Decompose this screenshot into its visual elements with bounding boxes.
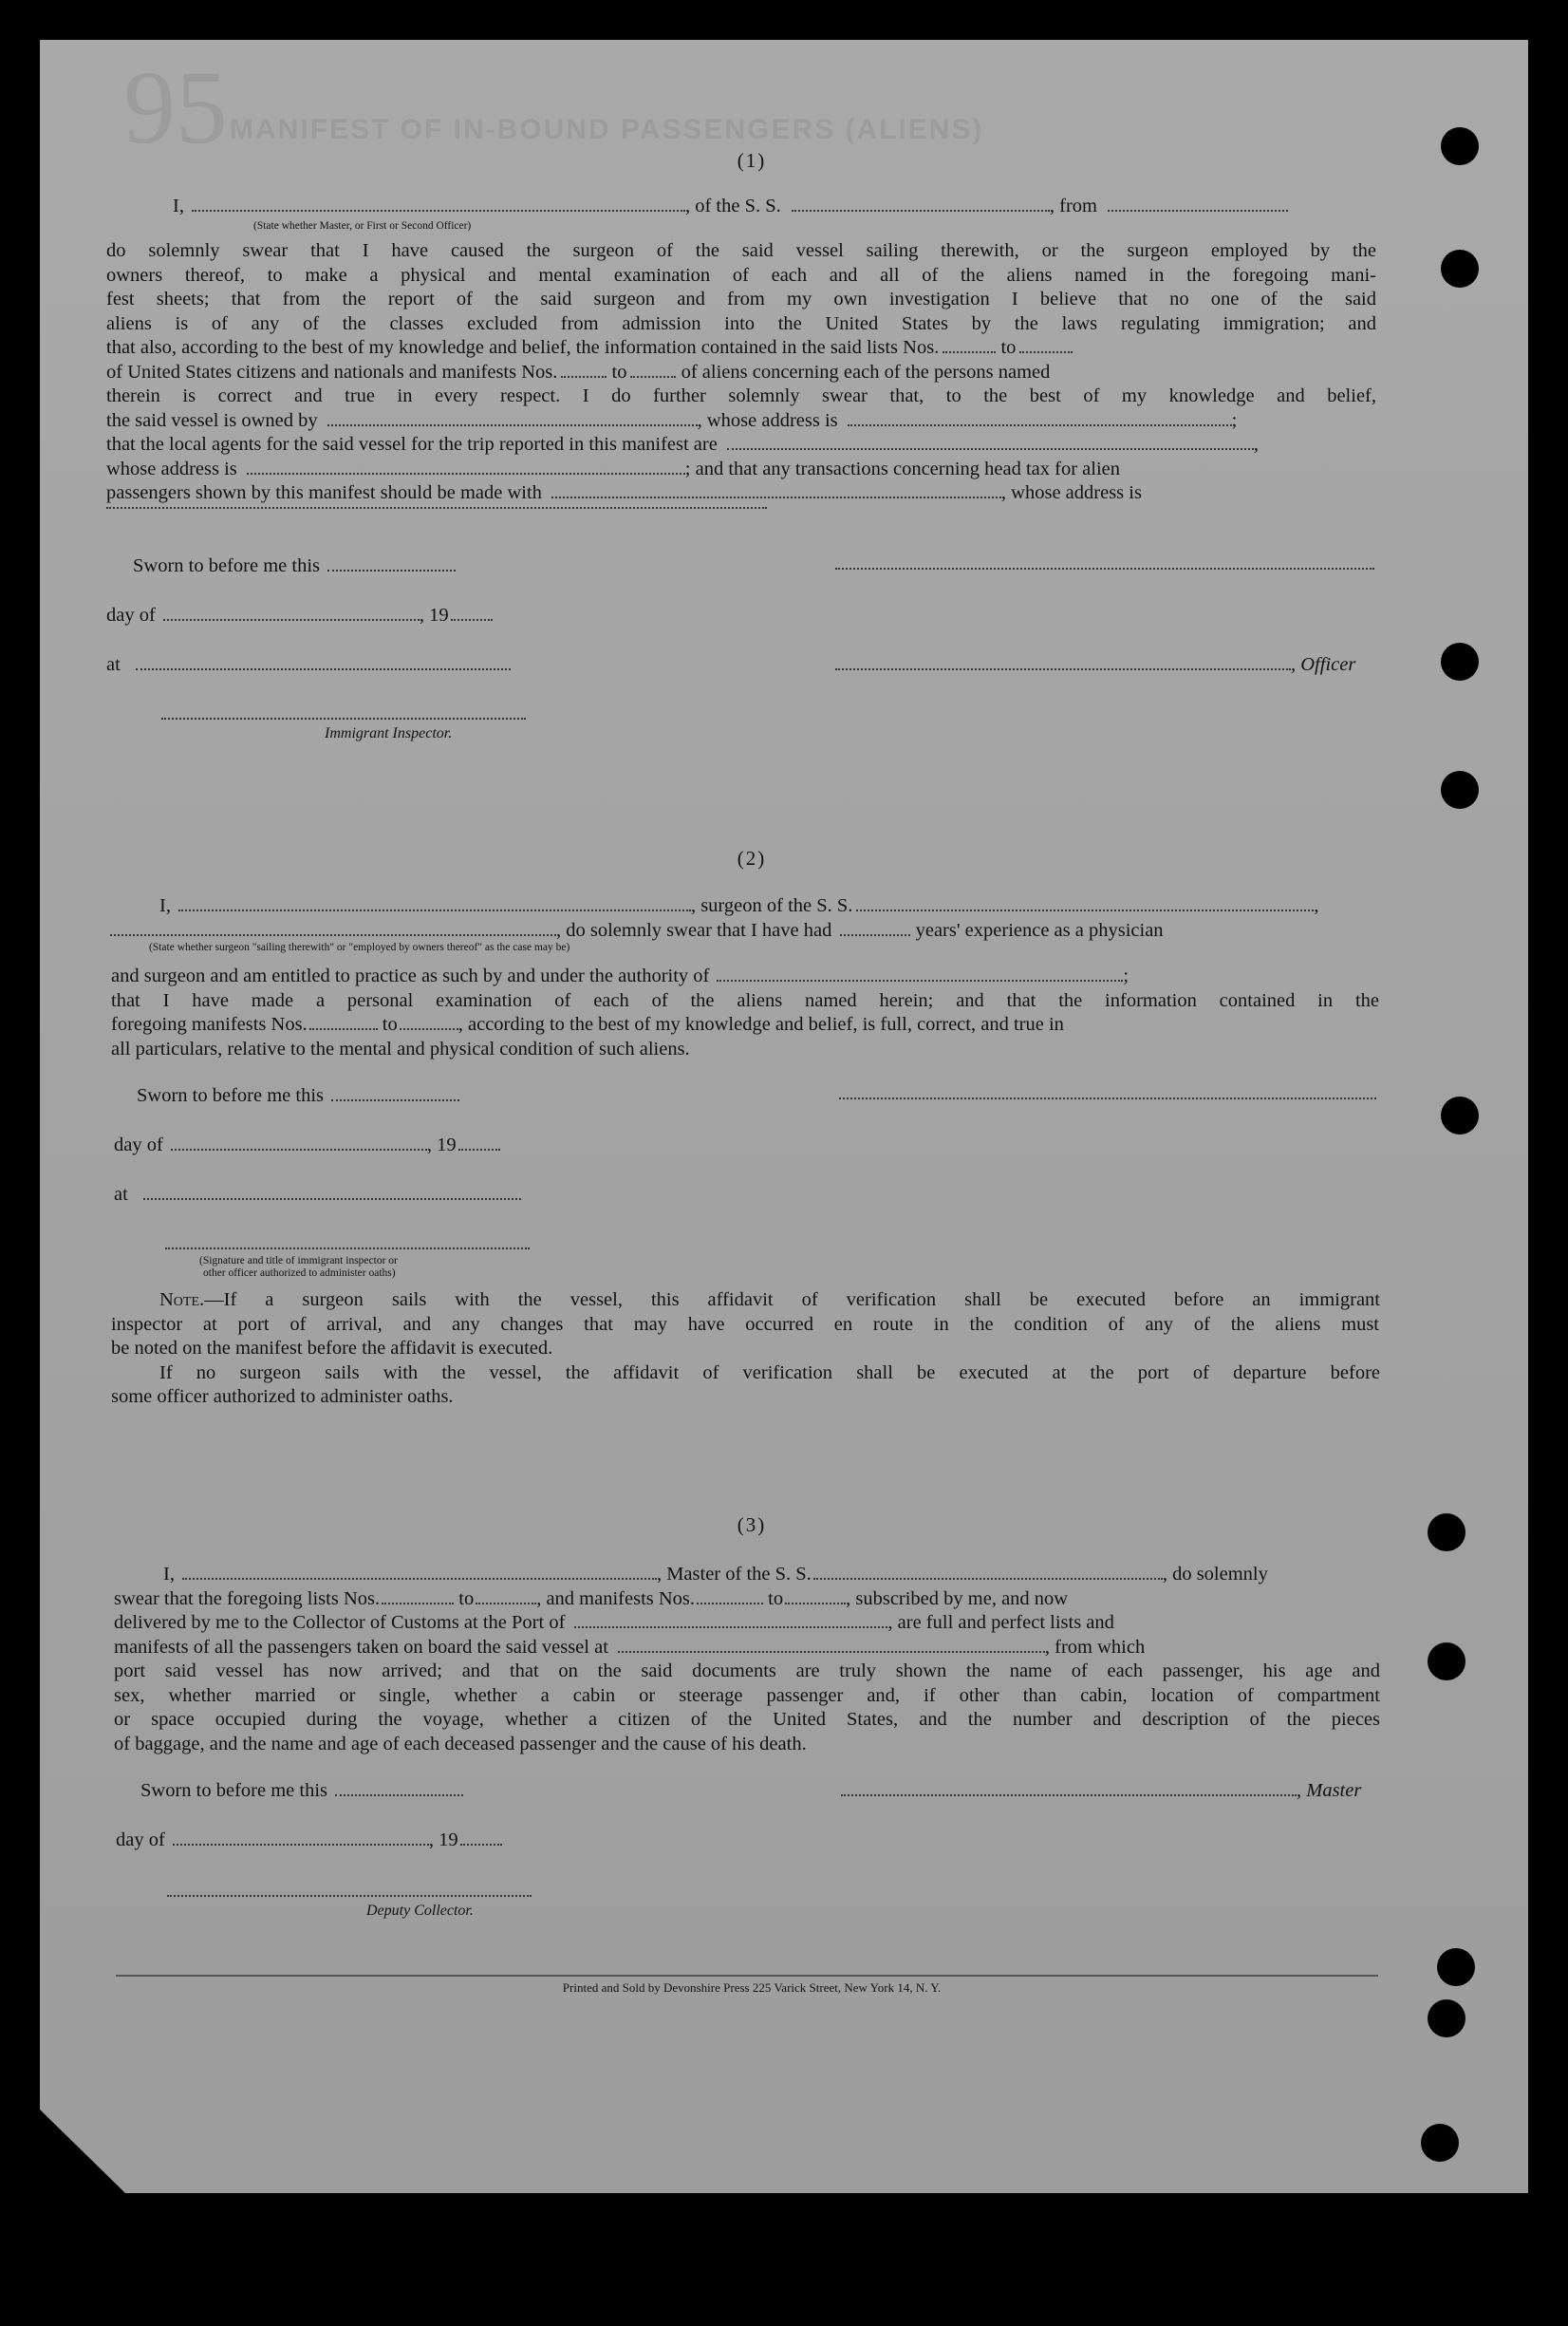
punch-hole xyxy=(1421,2124,1459,2162)
document-page xyxy=(40,40,1528,2193)
section-2-note-line: inspector at port of arrival, and any changes that may have occurred en route in the condition of any of the aliens must xyxy=(111,1313,1379,1335)
section-2-manifests-line: foregoing manifests Nos. to , according to the best of my knowledge and belief, is full, correct, and true in xyxy=(111,1014,1064,1035)
section-2-note-line: be noted on the manifest before the affidavit is executed. xyxy=(111,1338,553,1359)
section-1-officer: , Officer xyxy=(1291,654,1356,675)
section-1-address-blank xyxy=(106,507,767,509)
section-2-note-line: some officer authorized to administer oaths. xyxy=(111,1386,454,1407)
punch-hole xyxy=(1428,1642,1465,1680)
section-2-note-line: Note.—If a surgeon sails with the vessel, this affidavit of verification shall be executed before an immigrant xyxy=(159,1289,1380,1310)
torn-corner xyxy=(40,2110,125,2193)
section-3-body-line: port said vessel has now arrived; and that on the said documents are truly shown the name of each passenger, his age and xyxy=(114,1660,1380,1681)
section-3-body-line: of baggage, and the name and age of each deceased passenger and the cause of his death. xyxy=(114,1733,807,1754)
section-1-inspector-line xyxy=(161,718,526,720)
section-3-sworn: Sworn to before me this xyxy=(140,1779,463,1803)
section-2-at: at xyxy=(114,1183,521,1207)
section-1-officer-line xyxy=(835,668,1291,670)
section-2-line-2: , do solemnly swear that I have had years' experience as a physician xyxy=(110,919,1164,943)
section-3-collector-line xyxy=(167,1895,532,1897)
section-2-sig-caption-2: other officer authorized to administer oaths) xyxy=(203,1267,396,1279)
note-label: Note. xyxy=(159,1289,205,1310)
section-1-sworn: Sworn to before me this xyxy=(133,554,456,578)
section-3-lists-line: swear that the foregoing lists Nos. to , and manifests Nos. to , subscribed by me, and now xyxy=(114,1587,1069,1609)
section-3-line-1: I, , Master of the S. S. , do solemnly xyxy=(163,1564,1268,1585)
section-2-body-line: all particulars, relative to the mental and physical condition of such aliens. xyxy=(111,1038,690,1060)
section-3-body-line: or space occupied during the voyage, whether a citizen of the United States, and the number and description of the pieces xyxy=(114,1709,1380,1730)
section-2-inspector-line xyxy=(165,1247,530,1249)
section-1-caption: (State whether Master, or First or Second Officer) xyxy=(253,220,472,232)
section-2-line-1: I, , surgeon of the S. S. , xyxy=(159,895,1319,916)
section-1-signature-line xyxy=(835,568,1374,570)
section-1-at: at xyxy=(106,653,511,677)
section-1-lists-line: that also, according to the best of my knowledge and belief, the information contained in the said lists Nos. to xyxy=(106,336,1073,360)
section-3-master: , Master xyxy=(1297,1780,1362,1801)
section-3-number: (3) xyxy=(737,1513,767,1536)
punch-hole xyxy=(1428,1999,1465,2037)
footer-rule xyxy=(116,1975,1378,1977)
section-2-signature-line xyxy=(839,1097,1376,1099)
section-2-day: day of , 19 xyxy=(114,1134,500,1157)
ghost-title: MANIFEST OF IN-BOUND PASSENGERS (ALIENS) xyxy=(230,114,984,145)
section-1-owner-line: the said vessel is owned by , whose address is ; xyxy=(106,409,1238,431)
section-1-address-line: whose address is ; and that any transactions concerning head tax for alien xyxy=(106,458,1121,479)
section-2-body-line: that I have made a personal examination of each of the aliens named herein; and that the information contained in the xyxy=(111,989,1379,1011)
section-1-agents-line: that the local agents for the said vessel for the trip reported in this manifest are , xyxy=(106,434,1259,455)
section-2-authority-line: and surgeon and am entitled to practice as such by and under the authority of ; xyxy=(111,966,1129,986)
punch-hole xyxy=(1441,643,1479,681)
section-3-body-line: sex, whether married or single, whether a cabin or steerage passenger and, if other than cabin, location of compartment xyxy=(114,1684,1380,1706)
section-3-deputy: Deputy Collector. xyxy=(366,1903,474,1919)
section-2-sig-caption-1: (Signature and title of immigrant inspector or xyxy=(199,1255,398,1266)
section-1-number: (1) xyxy=(737,149,767,172)
section-1-inspector: Immigrant Inspector. xyxy=(325,725,453,741)
section-1-manifests-line: of United States citizens and nationals and manifests Nos. to of aliens concerning each of the persons named xyxy=(106,361,1051,383)
section-1-body-line: fest sheets; that from the report of the said surgeon and from my own investigation I believe that no one of the said xyxy=(106,289,1376,310)
section-2-sworn: Sworn to before me this xyxy=(137,1084,459,1108)
section-3-day: day of , 19 xyxy=(116,1829,502,1852)
punch-hole xyxy=(1441,250,1479,288)
punch-hole xyxy=(1441,771,1479,809)
section-2-caption: (State whether surgeon "sailing therewith" or "employed by owners thereof" as the case may be) xyxy=(149,942,570,953)
section-1-body-line: therein is correct and true in every respect. I do further solemnly swear that, to the best of my knowledge and belief, xyxy=(106,385,1376,406)
section-1-body-line: do solemnly swear that I have caused the surgeon of the said vessel sailing therewith, or the surgeon employed by the xyxy=(106,240,1376,261)
section-1-day: day of , 19 xyxy=(106,604,493,628)
section-1-body-line: owners thereof, to make a physical and mental examination of each and all of the aliens named in the foregoing mani- xyxy=(106,264,1376,286)
section-1-body-line: aliens is of any of the classes excluded from admission into the United States by the laws regulating immigration; and xyxy=(106,312,1376,334)
ghost-number: 95 xyxy=(123,49,228,165)
section-3-port-line: delivered by me to the Collector of Customs at the Port of , are full and perfect lists and xyxy=(114,1612,1114,1633)
section-3-vessel-at-line: manifests of all the passengers taken on board the said vessel at , from which xyxy=(114,1636,1146,1658)
section-3-master-line xyxy=(841,1794,1297,1796)
section-1-headtax-line: passengers shown by this manifest should be made with , whose address is xyxy=(106,482,1142,503)
section-2-note-line: If no surgeon sails with the vessel, the affidavit of verification shall be executed at the port of departure before xyxy=(159,1361,1380,1383)
section-1-line-1: I, , of the S. S. , from xyxy=(173,195,1288,218)
footer-printer: Printed and Sold by Devonshire Press 225 Varick Street, New York 14, N. Y. xyxy=(562,1980,942,1995)
punch-hole xyxy=(1441,1097,1479,1135)
section-2-number: (2) xyxy=(737,847,767,870)
